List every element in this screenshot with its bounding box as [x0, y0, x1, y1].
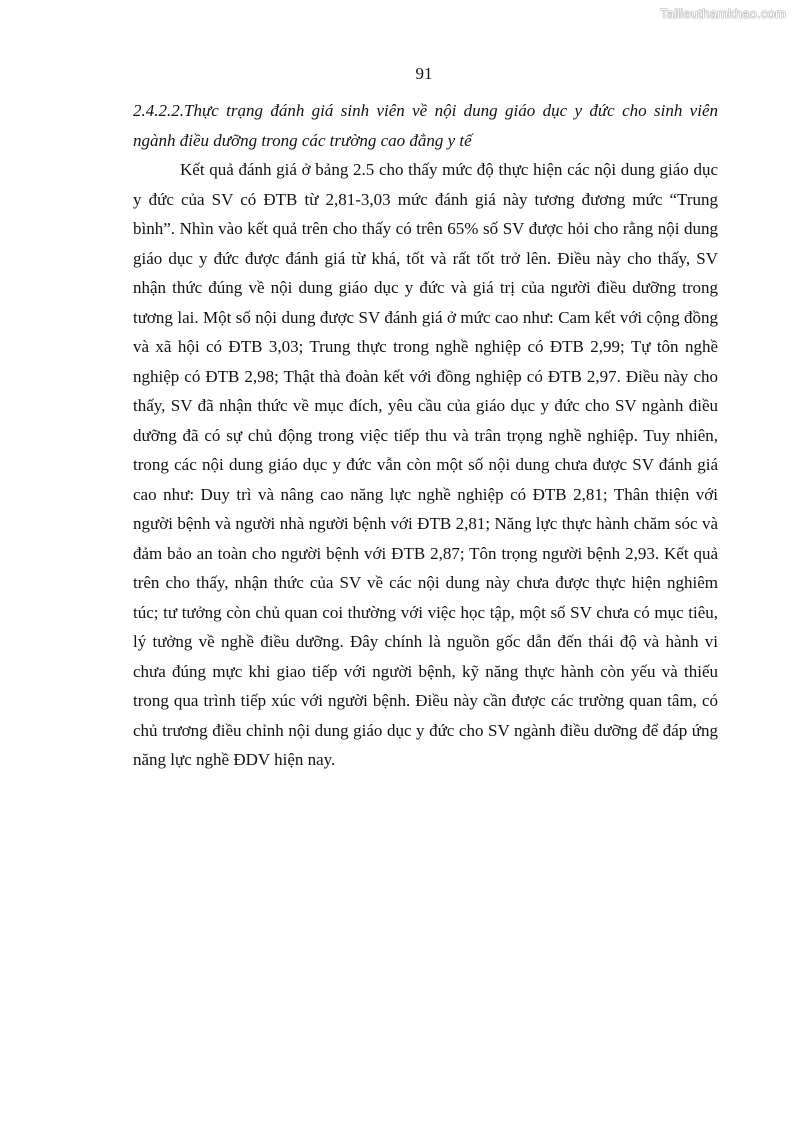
document-body [133, 96, 718, 775]
page-number: 91 [415, 64, 433, 83]
body-paragraph: Kết quả đánh giá ở bảng 2.5 cho thấy mức độ thực hiện các nội dung giáo dục y đức của SV có ĐTB từ 2,81-3,03 mức đánh giá này tương đương mức “Trung bình”. Nhìn vào kết quả trên cho thấy có trên 65% số SV được hỏi cho rằng nội dung giáo dục y đức được đánh giá từ khá, tốt và rất tốt trở lên. Điều này cho thấy, SV nhận thức đúng về nội dung giáo dục y đức và giá trị của người điều dưỡng trong tương lai. Một số nội dung được SV đánh giá ở mức cao như: Cam kết với cộng đồng và xã hội có ĐTB 3,03; Trung thực trong nghề nghiệp có ĐTB 2,99; Tự tôn nghề nghiệp có ĐTB 2,98; Thật thà đoàn kết với đồng nghiệp có ĐTB 2,97. Điều này cho thấy, SV đã nhận thức về mục đích, yêu cầu của giáo dục y đức cho SV ngành điều dưỡng đã có sự chủ động trong việc tiếp thu và trân trọng nghề nghiệp. Tuy nhiên, trong các nội dung giáo dục y đức vẫn còn một số nội dung chưa được SV đánh giá cao như: Duy trì và nâng cao năng lực nghề nghiệp có ĐTB 2,81; Thân thiện với người bệnh và người nhà người bệnh với ĐTB 2,81; Năng lực thực hành chăm sóc và đảm bảo an toàn cho người bệnh với ĐTB 2,87; Tôn trọng người bệnh 2,93. Kết quả trên cho thấy, nhận thức của SV về các nội dung này chưa được thực hiện nghiêm túc; tư tưởng còn chủ quan coi thường với việc học tập, một số SV chưa có mục tiêu, lý tưởng về nghề điều dưỡng. Đây chính là nguồn gốc dẫn đến thái độ và hành vi chưa đúng mực khi giao tiếp với người bệnh, kỹ năng thực hành còn yếu và thiếu trong qua trình tiếp xúc với người bệnh. Điều này cần được các trường quan tâm, có chủ trương điều chỉnh nội dung giáo dục y đức cho SV ngành điều dưỡng để đáp ứng năng lực nghề ĐDV hiện nay. [133, 160, 718, 769]
section-heading: 2.4.2.2.Thực trạng đánh giá sinh viên về nội dung giáo dục y đức cho sinh viên ngành điều dưỡng trong các trường cao đẳng y tế [133, 101, 718, 150]
watermark: Tailieuthamkhao.com [660, 6, 786, 21]
